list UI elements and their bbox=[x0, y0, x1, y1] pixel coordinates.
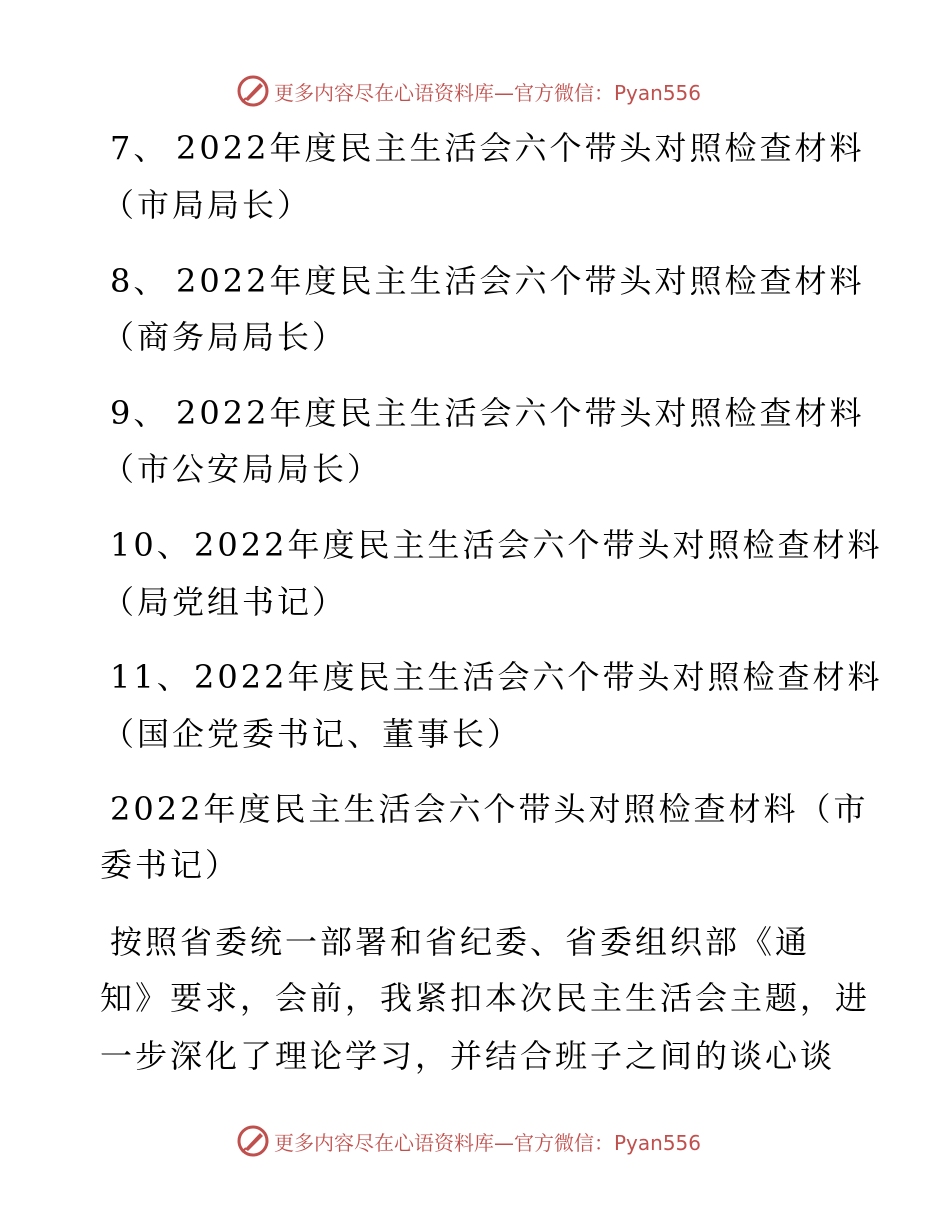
quill-logo-icon bbox=[236, 74, 270, 108]
watermark-footer bbox=[236, 1124, 701, 1158]
watermark-contact: —官方微信：Pyan556 bbox=[494, 1130, 702, 1155]
list-item-role bbox=[0, 709, 950, 759]
body-line-2: 知》要求，会前，我紧扣本次民主生活会主题，进 bbox=[100, 979, 871, 1017]
item-title: 年度民主生活会六个带头对照检查材料 bbox=[287, 658, 883, 696]
list-item-title bbox=[0, 123, 950, 173]
quill-logo-icon bbox=[236, 1124, 270, 1158]
list-item-title bbox=[0, 256, 950, 306]
item-role: （市公安局局长） bbox=[102, 450, 383, 488]
body-line-3: 一步深化了理论学习，并结合班子之间的谈心谈 bbox=[100, 1037, 836, 1075]
item-number: 9、 bbox=[110, 394, 169, 432]
item-role: （市局局长） bbox=[102, 186, 313, 224]
list-item-title bbox=[0, 652, 950, 702]
list-item-title bbox=[0, 388, 950, 438]
watermark-brand: 更多内容尽在心语资料库 bbox=[274, 1130, 494, 1155]
item-title: 年度民主生活会六个带头对照检查材料 bbox=[269, 129, 865, 167]
item-role: （局党组书记） bbox=[102, 583, 348, 621]
list-item-title bbox=[0, 520, 950, 570]
list-item-role bbox=[0, 312, 950, 362]
item-year: 2022 bbox=[194, 658, 288, 696]
list-item-role bbox=[0, 577, 950, 627]
section-heading-line2: 委书记） bbox=[100, 846, 241, 884]
item-role: （国企党委书记、董事长） bbox=[102, 715, 523, 753]
list-item-role bbox=[0, 444, 950, 494]
item-year: 2022 bbox=[176, 394, 270, 432]
item-number: 7、 bbox=[110, 129, 169, 167]
watermark-contact: —官方微信：Pyan556 bbox=[494, 80, 702, 105]
item-number: 8、 bbox=[110, 262, 169, 300]
section-heading-line1: 2022年度民主生活会六个带头对照检查材料（市 bbox=[110, 790, 869, 828]
item-title: 年度民主生活会六个带头对照检查材料 bbox=[269, 262, 865, 300]
item-number: 11、 bbox=[110, 658, 192, 696]
watermark-header bbox=[236, 74, 701, 108]
list-item-role bbox=[0, 180, 950, 230]
item-year: 2022 bbox=[176, 262, 270, 300]
body-line-1: 按照省委统一部署和省纪委、省委组织部《通 bbox=[110, 923, 811, 961]
item-title: 年度民主生活会六个带头对照检查材料 bbox=[287, 526, 883, 564]
item-year: 2022 bbox=[194, 526, 288, 564]
item-title: 年度民主生活会六个带头对照检查材料 bbox=[269, 394, 865, 432]
item-role: （商务局局长） bbox=[102, 318, 348, 356]
item-year: 2022 bbox=[176, 129, 270, 167]
watermark-brand: 更多内容尽在心语资料库 bbox=[274, 80, 494, 105]
item-number: 10、 bbox=[110, 526, 192, 564]
